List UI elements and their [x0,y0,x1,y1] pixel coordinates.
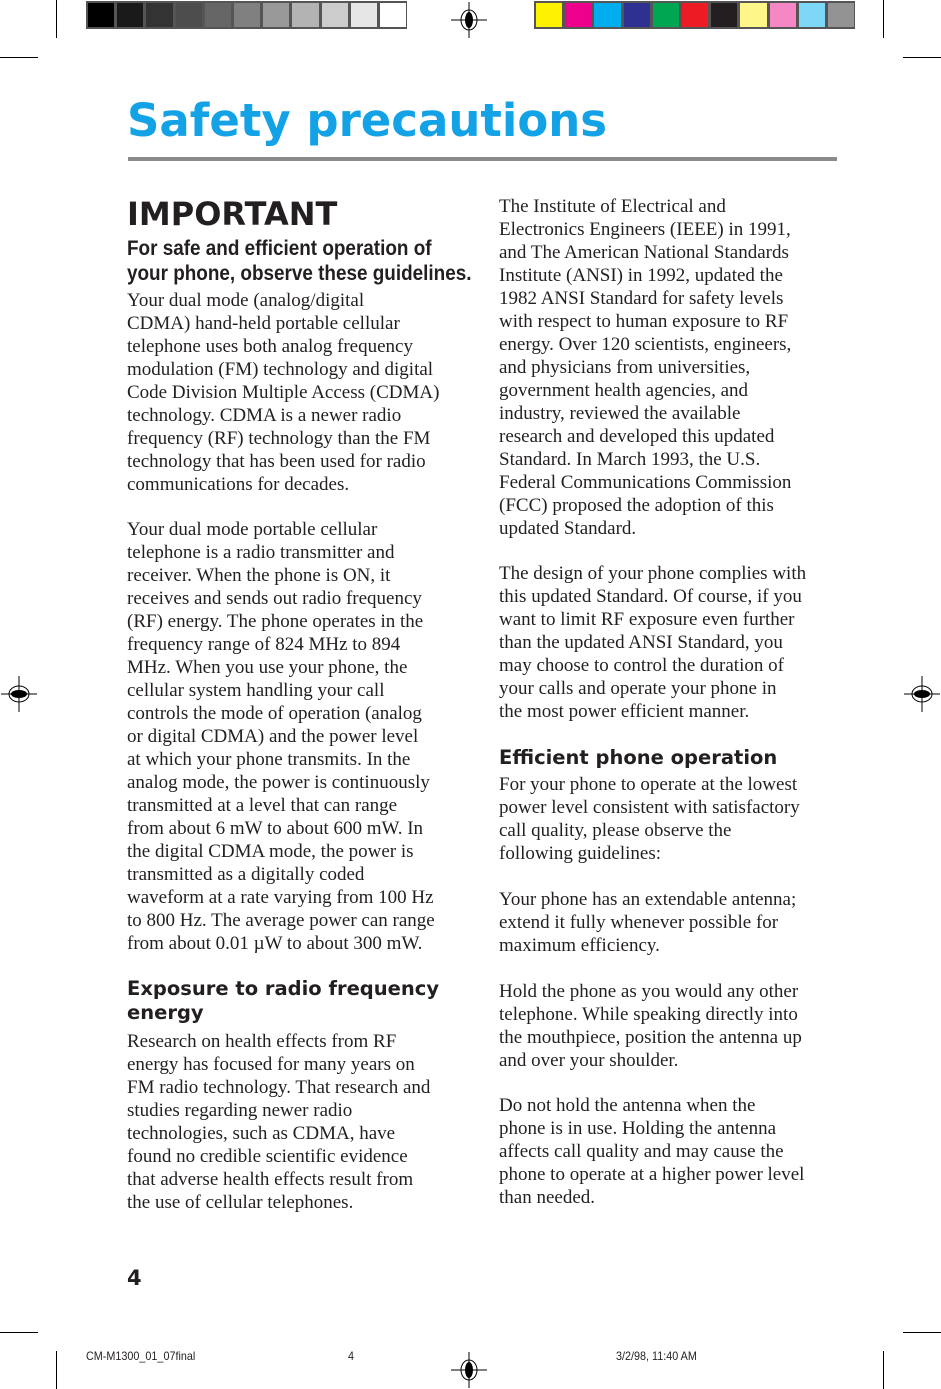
color-swatch [799,3,825,27]
text-line: or digital CDMA) and the power level [127,726,419,747]
text-line: research and developed this updated [499,426,775,447]
right-paragraph-2 [499,562,806,723]
color-swatch [351,3,377,27]
text-line: from about 0.01 µW to about 300 mW. [127,933,423,954]
text-line: receives and sends out radio frequency [127,588,422,609]
registration-mark-icon [1,676,37,712]
text-line: found no credible scientific evidence [127,1146,408,1167]
text-line: The Institute of Electrical and [499,196,726,217]
text-line: (FCC) proposed the adoption of this [499,495,774,516]
right-paragraph-3 [499,773,800,865]
crop-mark [0,57,38,58]
text-line: your calls and operate your phone in [499,678,777,699]
text-line: Your dual mode (analog/digital [127,290,365,311]
footer-date: 3/2/98, 11:40 AM [616,1349,697,1363]
text-line: MHz. When you use your phone, the [127,657,408,678]
text-line: Research on health effects from RF [127,1031,397,1052]
text-line: cellular system handling your call [127,680,385,701]
text-line: from about 6 mW to about 600 mW. In [127,818,424,839]
text-line: communications for decades. [127,474,350,495]
color-swatch [828,3,854,27]
text-line: than the updated ANSI Standard, you [499,632,783,653]
text-line: analog mode, the power is continuously [127,772,430,793]
text-line: FM radio technology. That research and [127,1077,431,1098]
text-line: energy [127,1001,204,1024]
text-line: industry, reviewed the available [499,403,741,424]
text-line: For your phone to operate at the lowest [499,774,798,795]
left-paragraph-3 [127,1030,430,1214]
text-line: controls the mode of operation (analog [127,703,422,724]
color-swatch [682,3,708,27]
text-line: transmitted at a level that can range [127,795,398,816]
guidelines-subheading [127,236,471,286]
text-line: Do not hold the antenna when the [499,1095,756,1116]
text-line: technology that has been used for radio [127,451,426,472]
right-paragraph-5 [499,980,802,1072]
text-line: studies regarding newer radio [127,1100,353,1121]
color-swatch [594,3,620,27]
text-line: Electronics Engineers (IEEE) in 1991, [499,219,791,240]
text-line: and over your shoulder. [499,1050,679,1071]
text-line: technologies, such as CDMA, have [127,1123,396,1144]
text-line: telephone uses both analog frequency [127,336,413,357]
crop-mark [0,1332,38,1333]
text-line: than needed. [499,1187,596,1208]
color-swatch [536,3,562,27]
text-line: and physicians from universities, [499,357,751,378]
text-line: phone is in use. Holding the antenna [499,1118,777,1139]
text-line: and The American National Standards [499,242,789,263]
crop-mark [903,1332,941,1333]
important-heading: IMPORTANT [127,195,338,233]
process-color-bar [534,1,855,29]
crop-mark [903,57,941,58]
text-line: (RF) energy. The phone operates in the [127,611,424,632]
text-line: Code Division Multiple Access (CDMA) [127,382,440,403]
text-line: the mouthpiece, position the antenna up [499,1027,802,1048]
text-line: For safe and efficient operation of [127,237,432,260]
color-swatch [624,3,650,27]
color-swatch [88,3,114,27]
text-line: telephone is a radio transmitter and [127,542,395,563]
text-line: The design of your phone complies with [499,563,807,584]
crop-mark [56,1351,57,1389]
text-line: Efficient phone operation [499,746,778,769]
text-line: Federal Communications Commission [499,472,792,493]
right-paragraph-1 [499,195,791,540]
footer-filename: CM-M1300_01_07final [86,1349,196,1363]
page-title: Safety precautions [127,94,608,147]
right-paragraph-6 [499,1094,804,1209]
text-line: the digital CDMA mode, the power is [127,841,414,862]
color-swatch [234,3,260,27]
color-swatch [146,3,172,27]
text-line: 1982 ANSI Standard for safety levels [499,288,784,309]
color-swatch [565,3,591,27]
text-line: following guidelines: [499,843,662,864]
text-line: Your dual mode portable cellular [127,519,378,540]
text-line: want to limit RF exposure even further [499,609,795,630]
text-line: receiver. When the phone is ON, it [127,565,391,586]
text-line: call quality, please observe the [499,820,732,841]
color-swatch [176,3,202,27]
text-line: Your phone has an extendable antenna; [499,889,797,910]
text-line: CDMA) hand-held portable cellular [127,313,400,334]
text-line: to 800 Hz. The average power can range [127,910,435,931]
text-line: government health agencies, and [499,380,749,401]
footer-page: 4 [348,1349,355,1363]
efficient-operation-heading [499,746,777,770]
text-line: your phone, observe these guidelines. [127,262,472,285]
color-swatch [740,3,766,27]
registration-mark-icon [451,2,487,38]
text-line: that adverse health effects result from [127,1169,414,1190]
color-swatch [205,3,231,27]
color-swatch [117,3,143,27]
text-line: Exposure to radio frequency [127,977,440,1000]
registration-mark-icon [904,676,940,712]
exposure-heading [127,977,439,1025]
color-swatch [263,3,289,27]
page-number: 4 [127,1266,142,1290]
text-line: energy. Over 120 scientists, engineers, [499,334,792,355]
text-line: power level consistent with satisfactory [499,797,800,818]
right-paragraph-4 [499,888,796,957]
color-swatch [770,3,796,27]
color-swatch [322,3,348,27]
text-line: Institute (ANSI) in 1992, updated the [499,265,783,286]
grayscale-color-bar [86,1,407,29]
text-line: modulation (FM) technology and digital [127,359,434,380]
text-line: frequency (RF) technology than the FM [127,428,431,449]
text-line: phone to operate at a higher power level [499,1164,805,1185]
text-line: the use of cellular telephones. [127,1192,354,1213]
color-swatch [711,3,737,27]
text-line: the most power efficient manner. [499,701,750,722]
text-line: updated Standard. [499,518,637,539]
text-line: transmitted as a digitally coded [127,864,365,885]
text-line: telephone. While speaking directly into [499,1004,798,1025]
registration-mark-icon [451,1352,487,1388]
crop-mark [883,0,884,38]
title-rule [128,157,837,161]
text-line: may choose to control the duration of [499,655,784,676]
text-line: frequency range of 824 MHz to 894 [127,634,401,655]
text-line: at which your phone transmits. In the [127,749,411,770]
text-line: energy has focused for many years on [127,1054,415,1075]
text-line: this updated Standard. Of course, if you [499,586,802,607]
text-line: with respect to human exposure to RF [499,311,789,332]
text-line: extend it fully whenever possible for [499,912,779,933]
color-swatch [653,3,679,27]
text-line: waveform at a rate varying from 100 Hz [127,887,434,908]
crop-mark [56,0,57,38]
color-swatch [380,3,406,27]
crop-mark [883,1351,884,1389]
color-swatch [292,3,318,27]
left-paragraph-1 [127,289,439,496]
text-line: maximum efficiency. [499,935,660,956]
left-paragraph-2 [127,518,435,955]
text-line: Standard. In March 1993, the U.S. [499,449,761,470]
text-line: affects call quality and may cause the [499,1141,784,1162]
text-line: technology. CDMA is a newer radio [127,405,402,426]
text-line: Hold the phone as you would any other [499,981,799,1002]
